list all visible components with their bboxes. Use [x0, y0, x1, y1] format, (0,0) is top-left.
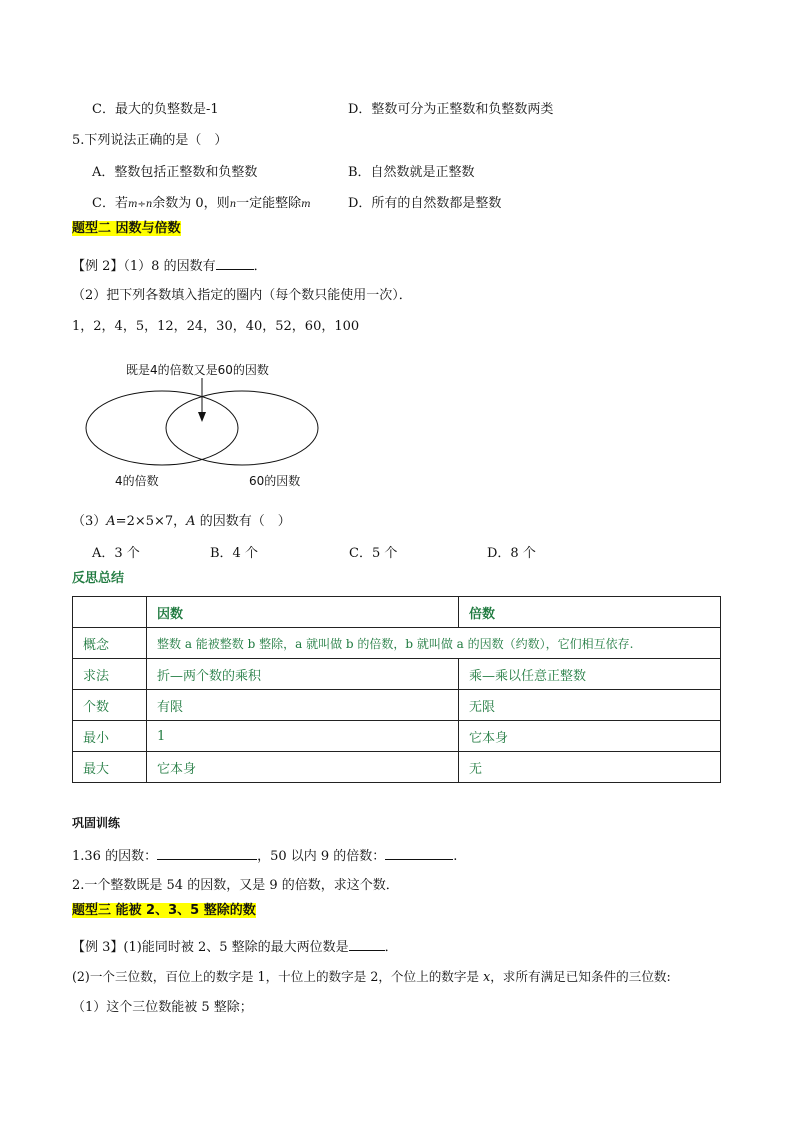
venn-diagram — [80, 376, 330, 466]
table-header-multiple: 倍数 — [459, 597, 721, 628]
q5-option-c — [92, 195, 311, 214]
example-2-part-1-end: ． — [253, 259, 267, 274]
answer-blank — [216, 256, 254, 270]
var-a: A — [106, 514, 116, 529]
q5-option-a: A．整数包括正整数和负整数 — [92, 165, 258, 180]
table-row — [73, 628, 721, 659]
choice-a: A．3 个 — [92, 546, 140, 561]
venn-arrow-label: 既是4的倍数又是60的因数 — [126, 363, 269, 377]
example-2-part-2: （2）把下列各数填入指定的圈内（每个数只能使用一次）． — [72, 288, 412, 303]
reflection-title: 反思总结 — [72, 571, 125, 586]
example-3-part-2 — [72, 968, 671, 986]
example-3-part-1-end: ． — [384, 940, 398, 955]
table-cell: 有限 — [147, 690, 459, 721]
q5-option-c-mid: 余数为 0，则 — [152, 196, 230, 211]
part-3-end: 的因数有（ ） — [195, 514, 291, 529]
practice-q1-end: . — [453, 849, 458, 864]
table-row — [73, 597, 721, 628]
table-cell: 1 — [147, 721, 459, 752]
table-cell: 求法 — [73, 659, 147, 690]
choice-c: C．5 个 — [349, 546, 398, 561]
section-2-title-text: 题型二 因数与倍数 — [72, 221, 181, 236]
practice-title: 巩固训练 — [72, 816, 121, 830]
var-a: A — [186, 514, 196, 529]
concept-definition: 整数 a 能被整数 b 整除，a 就叫做 b 的倍数，b 就叫做 a 的因数（约数），它们相互依存. — [147, 628, 721, 659]
q5-stem: 5.下列说法正确的是（ ） — [72, 133, 228, 148]
answer-blank — [349, 937, 385, 951]
table-row — [73, 690, 721, 721]
table-cell: 最大 — [73, 752, 147, 783]
table-row — [73, 752, 721, 783]
table-cell: 无 — [459, 752, 721, 783]
choice-b: B．4 个 — [210, 546, 258, 561]
example-3-part-2-end: ，求所有满足已知条件的三位数: — [490, 969, 671, 984]
var-m: m — [301, 199, 311, 210]
q5-option-c-pre: C．若 — [92, 196, 128, 211]
venn-arrow-head — [198, 412, 206, 422]
venn-right-circle — [166, 391, 318, 465]
section-3-title — [72, 902, 256, 920]
var-n: n — [145, 199, 153, 210]
practice-q1-part-a: 1.36 的因数： — [72, 849, 158, 864]
table-cell: 个数 — [73, 690, 147, 721]
table-cell: 最小 — [73, 721, 147, 752]
table-cell: 它本身 — [147, 752, 459, 783]
example-2-part-1-text: 【例 2】（1）8 的因数有 — [72, 259, 216, 274]
part-3-prefix: （3） — [72, 514, 107, 529]
q5-option-d: D．所有的自然数都是整数 — [348, 196, 502, 211]
table-cell: 它本身 — [459, 721, 721, 752]
q5-option-b: B．自然数就是正整数 — [348, 165, 475, 180]
practice-q1-part-b: ，50 以内 9 的倍数： — [257, 849, 386, 864]
table-cell: 无限 — [459, 690, 721, 721]
number-list: 1，2，4，5，12，24，30，40，52，60，100 — [72, 319, 360, 334]
venn-right-label: 60的因数 — [249, 474, 301, 488]
venn-left-label: 4的倍数 — [115, 474, 159, 488]
part-3-expression: =2×5×7， — [115, 514, 187, 529]
table-header-factor: 因数 — [147, 597, 459, 628]
var-n: n — [229, 199, 237, 210]
example-3-part-1-text: 【例 3】(1)能同时被 2、5 整除的最大两位数是 — [72, 940, 349, 955]
section-3-title-text: 题型三 能被 2、3、5 整除的数 — [72, 903, 256, 918]
table-row — [73, 721, 721, 752]
answer-blank — [385, 846, 453, 860]
var-m: m — [127, 199, 138, 210]
choice-d: D．8 个 — [487, 546, 536, 561]
venn-left-circle — [86, 391, 238, 465]
example-2-part-3 — [72, 513, 291, 531]
div-sign: ÷ — [137, 199, 146, 210]
example-2-part-1 — [72, 256, 267, 276]
table-row — [73, 659, 721, 690]
var-x: x — [483, 969, 491, 984]
practice-q1 — [72, 846, 457, 866]
practice-q2: 2.一个整数既是 54 的因数，又是 9 的倍数，求这个数． — [72, 878, 399, 893]
table-cell: 折—两个数的乘积 — [147, 659, 459, 690]
table-cell: 乘—乘以任意正整数 — [459, 659, 721, 690]
q4-option-c: C．最大的负整数是-1 — [92, 102, 219, 117]
table-cell — [73, 597, 147, 628]
example-3-part-2-text: (2)一个三位数，百位上的数字是 1，十位上的数字是 2，个位上的数字是 — [72, 969, 484, 984]
q5-option-c-post: 一定能整除 — [236, 196, 302, 211]
example-3-part-1 — [72, 937, 398, 957]
q4-option-d: D．整数可分为正整数和负整数两类 — [348, 102, 554, 117]
section-2-title — [72, 220, 181, 238]
table-cell: 概念 — [73, 628, 147, 659]
example-3-sub-1: （1）这个三位数能被 5 整除； — [72, 1000, 253, 1015]
summary-table — [72, 596, 721, 783]
answer-blank — [157, 846, 257, 860]
